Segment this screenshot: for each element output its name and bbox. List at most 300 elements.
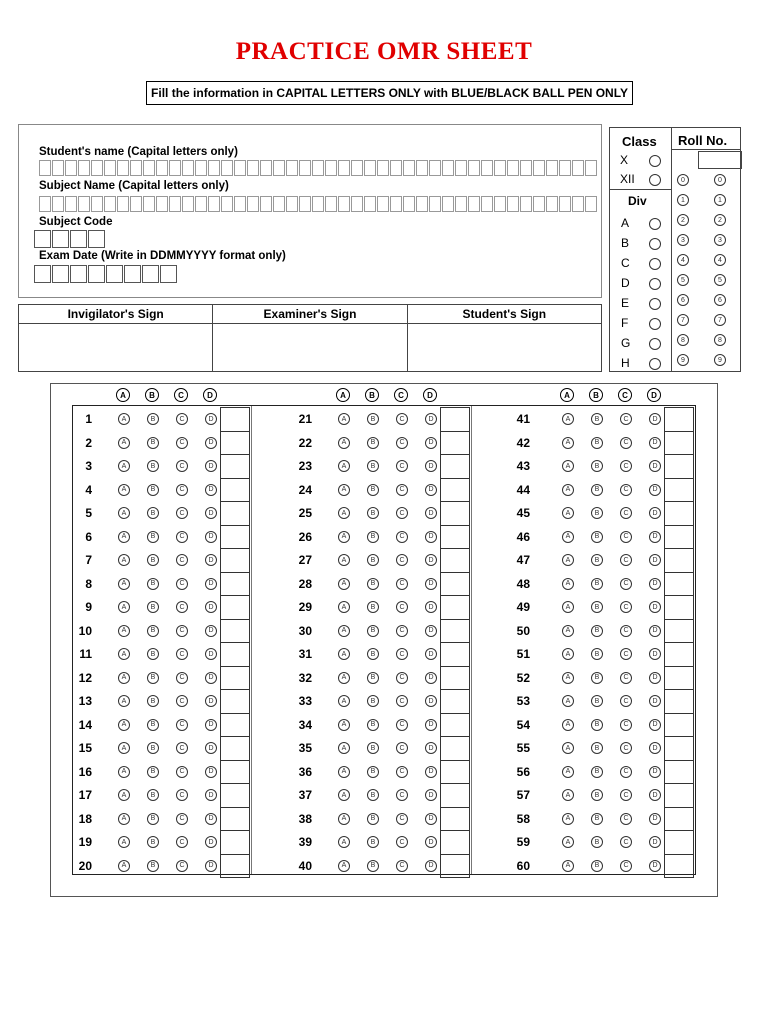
roll-digit-bubble-1[interactable]: 4	[677, 254, 689, 266]
entry-cell[interactable]	[88, 265, 105, 283]
answer-bubble[interactable]: D	[649, 578, 661, 590]
entry-cell[interactable]	[377, 160, 389, 176]
entry-cell[interactable]	[142, 265, 159, 283]
answer-bubble[interactable]: C	[396, 601, 408, 613]
answer-bubble[interactable]: D	[425, 719, 437, 731]
answer-write-box[interactable]	[440, 548, 470, 573]
answer-write-box[interactable]	[220, 595, 250, 620]
answer-bubble[interactable]: C	[176, 484, 188, 496]
answer-bubble[interactable]: C	[396, 554, 408, 566]
answer-bubble[interactable]: C	[176, 531, 188, 543]
answer-bubble[interactable]: C	[620, 507, 632, 519]
answer-bubble[interactable]: A	[338, 672, 350, 684]
answer-bubble[interactable]: C	[176, 789, 188, 801]
entry-cell[interactable]	[52, 196, 64, 212]
entry-cell[interactable]	[416, 196, 428, 212]
answer-bubble[interactable]: B	[591, 836, 603, 848]
answer-bubble[interactable]: A	[562, 484, 574, 496]
roll-digit-bubble-1[interactable]: 0	[677, 174, 689, 186]
entry-cell[interactable]	[481, 160, 493, 176]
answer-bubble[interactable]: A	[338, 554, 350, 566]
roll-digit-bubble-1[interactable]: 5	[677, 274, 689, 286]
answer-bubble[interactable]: B	[367, 719, 379, 731]
answer-bubble[interactable]: C	[620, 460, 632, 472]
answer-write-box[interactable]	[220, 407, 250, 432]
answer-write-box[interactable]	[664, 478, 694, 503]
entry-cell[interactable]	[312, 196, 324, 212]
answer-bubble[interactable]: C	[396, 672, 408, 684]
answer-bubble[interactable]: B	[591, 813, 603, 825]
entry-cell[interactable]	[130, 196, 142, 212]
entry-cell[interactable]	[52, 265, 69, 283]
answer-bubble[interactable]: C	[620, 766, 632, 778]
answer-write-box[interactable]	[440, 478, 470, 503]
answer-bubble[interactable]: D	[425, 789, 437, 801]
answer-bubble[interactable]: C	[620, 836, 632, 848]
answer-write-box[interactable]	[440, 689, 470, 714]
answer-bubble[interactable]: D	[205, 531, 217, 543]
answer-write-box[interactable]	[664, 595, 694, 620]
answer-bubble[interactable]: B	[367, 578, 379, 590]
roll-digit-bubble-1[interactable]: 6	[677, 294, 689, 306]
entry-cell[interactable]	[494, 196, 506, 212]
entry-cell[interactable]	[325, 160, 337, 176]
answer-bubble[interactable]: D	[649, 554, 661, 566]
answer-bubble[interactable]: A	[562, 507, 574, 519]
entry-cell[interactable]	[455, 196, 467, 212]
entry-cell[interactable]	[143, 196, 155, 212]
entry-cell[interactable]	[208, 196, 220, 212]
answer-bubble[interactable]: B	[367, 789, 379, 801]
answer-bubble[interactable]: D	[205, 507, 217, 519]
answer-bubble[interactable]: A	[338, 742, 350, 754]
entry-cell[interactable]	[572, 196, 584, 212]
answer-bubble[interactable]: B	[147, 766, 159, 778]
answer-bubble[interactable]: C	[396, 766, 408, 778]
entry-cell[interactable]	[325, 196, 337, 212]
entry-cell[interactable]	[70, 230, 87, 248]
answer-bubble[interactable]: D	[649, 672, 661, 684]
roll-digit-bubble-2[interactable]: 0	[714, 174, 726, 186]
answer-bubble[interactable]: A	[338, 789, 350, 801]
answer-bubble[interactable]: D	[649, 601, 661, 613]
answer-write-box[interactable]	[220, 689, 250, 714]
entry-cell[interactable]	[273, 160, 285, 176]
answer-write-box[interactable]	[440, 666, 470, 691]
class-option-bubble[interactable]	[649, 174, 661, 186]
entry-cell[interactable]	[442, 160, 454, 176]
answer-bubble[interactable]: A	[562, 836, 574, 848]
entry-cell[interactable]	[88, 230, 105, 248]
entry-cell[interactable]	[34, 230, 51, 248]
entry-cell[interactable]	[104, 196, 116, 212]
answer-bubble[interactable]: B	[147, 813, 159, 825]
answer-bubble[interactable]: D	[425, 601, 437, 613]
answer-bubble[interactable]: A	[338, 625, 350, 637]
answer-bubble[interactable]: C	[396, 507, 408, 519]
answer-bubble[interactable]: C	[176, 836, 188, 848]
roll-digit-bubble-2[interactable]: 9	[714, 354, 726, 366]
answer-bubble[interactable]: A	[562, 742, 574, 754]
answer-bubble[interactable]: C	[396, 813, 408, 825]
answer-bubble[interactable]: A	[562, 437, 574, 449]
answer-write-box[interactable]	[664, 407, 694, 432]
answer-write-box[interactable]	[220, 454, 250, 479]
answer-bubble[interactable]: A	[338, 460, 350, 472]
answer-write-box[interactable]	[664, 525, 694, 550]
entry-cell[interactable]	[494, 160, 506, 176]
answer-bubble[interactable]: B	[367, 695, 379, 707]
entry-cell[interactable]	[507, 160, 519, 176]
answer-write-box[interactable]	[664, 642, 694, 667]
answer-bubble[interactable]: B	[591, 601, 603, 613]
roll-digit-bubble-2[interactable]: 1	[714, 194, 726, 206]
answer-bubble[interactable]: B	[367, 413, 379, 425]
answer-bubble[interactable]: C	[396, 578, 408, 590]
entry-cell[interactable]	[390, 196, 402, 212]
answer-bubble[interactable]: B	[591, 695, 603, 707]
answer-bubble[interactable]: C	[620, 578, 632, 590]
answer-bubble[interactable]: C	[620, 672, 632, 684]
entry-cell[interactable]	[70, 265, 87, 283]
entry-cell[interactable]	[429, 160, 441, 176]
answer-write-box[interactable]	[664, 736, 694, 761]
answer-write-box[interactable]	[220, 525, 250, 550]
entry-cell[interactable]	[65, 160, 77, 176]
div-option-bubble[interactable]	[649, 218, 661, 230]
answer-bubble[interactable]: B	[147, 484, 159, 496]
answer-bubble[interactable]: D	[425, 554, 437, 566]
answer-bubble[interactable]: D	[649, 742, 661, 754]
entry-cell[interactable]	[143, 160, 155, 176]
answer-bubble[interactable]: C	[396, 625, 408, 637]
entry-cell[interactable]	[299, 160, 311, 176]
answer-bubble[interactable]: C	[176, 507, 188, 519]
answer-bubble[interactable]: D	[425, 742, 437, 754]
answer-write-box[interactable]	[440, 407, 470, 432]
roll-digit-bubble-1[interactable]: 8	[677, 334, 689, 346]
answer-bubble[interactable]: D	[425, 625, 437, 637]
answer-bubble[interactable]: D	[205, 742, 217, 754]
answer-bubble[interactable]: C	[620, 648, 632, 660]
entry-cell[interactable]	[481, 196, 493, 212]
answer-bubble[interactable]: B	[147, 672, 159, 684]
answer-write-box[interactable]	[440, 760, 470, 785]
answer-write-box[interactable]	[220, 548, 250, 573]
entry-cell[interactable]	[338, 160, 350, 176]
entry-cell[interactable]	[124, 265, 141, 283]
answer-bubble[interactable]: B	[367, 766, 379, 778]
roll-digit-bubble-2[interactable]: 2	[714, 214, 726, 226]
answer-bubble[interactable]: A	[338, 413, 350, 425]
answer-bubble[interactable]: D	[205, 601, 217, 613]
answer-bubble[interactable]: D	[425, 813, 437, 825]
answer-bubble[interactable]: C	[176, 554, 188, 566]
entry-cell[interactable]	[247, 196, 259, 212]
answer-bubble[interactable]: B	[147, 601, 159, 613]
answer-bubble[interactable]: A	[338, 766, 350, 778]
examiner-sign-cell[interactable]	[213, 305, 407, 371]
entry-cell[interactable]	[455, 160, 467, 176]
answer-write-box[interactable]	[220, 619, 250, 644]
entry-cell[interactable]	[273, 196, 285, 212]
entry-cell[interactable]	[364, 196, 376, 212]
answer-bubble[interactable]: A	[118, 484, 130, 496]
div-option-bubble[interactable]	[649, 358, 661, 370]
div-option-bubble[interactable]	[649, 278, 661, 290]
answer-bubble[interactable]: D	[425, 766, 437, 778]
answer-bubble[interactable]: A	[118, 860, 130, 872]
answer-bubble[interactable]: B	[367, 648, 379, 660]
entry-cell[interactable]	[156, 160, 168, 176]
answer-bubble[interactable]: B	[591, 766, 603, 778]
answer-bubble[interactable]: B	[147, 437, 159, 449]
entry-cell[interactable]	[52, 230, 69, 248]
answer-write-box[interactable]	[220, 713, 250, 738]
answer-bubble[interactable]: D	[205, 484, 217, 496]
answer-bubble[interactable]: C	[176, 766, 188, 778]
answer-bubble[interactable]: D	[205, 437, 217, 449]
answer-bubble[interactable]: B	[147, 789, 159, 801]
answer-bubble[interactable]: C	[620, 695, 632, 707]
answer-bubble[interactable]: B	[367, 484, 379, 496]
answer-write-box[interactable]	[664, 854, 694, 879]
entry-cell[interactable]	[533, 160, 545, 176]
answer-bubble[interactable]: B	[591, 437, 603, 449]
entry-cell[interactable]	[221, 160, 233, 176]
answer-bubble[interactable]: C	[620, 413, 632, 425]
answer-bubble[interactable]: B	[367, 507, 379, 519]
entry-cell[interactable]	[442, 196, 454, 212]
answer-bubble[interactable]: A	[338, 437, 350, 449]
answer-bubble[interactable]: C	[176, 578, 188, 590]
answer-bubble[interactable]: C	[176, 695, 188, 707]
answer-bubble[interactable]: C	[176, 648, 188, 660]
answer-bubble[interactable]: A	[338, 531, 350, 543]
entry-cell[interactable]	[351, 160, 363, 176]
exam-date-cells[interactable]	[34, 265, 178, 283]
entry-cell[interactable]	[221, 196, 233, 212]
answer-bubble[interactable]: A	[118, 507, 130, 519]
roll-digit-bubble-2[interactable]: 6	[714, 294, 726, 306]
answer-bubble[interactable]: A	[338, 719, 350, 731]
entry-cell[interactable]	[234, 160, 246, 176]
answer-bubble[interactable]: C	[176, 460, 188, 472]
answer-bubble[interactable]: B	[147, 413, 159, 425]
answer-bubble[interactable]: A	[338, 601, 350, 613]
answer-bubble[interactable]: A	[562, 695, 574, 707]
subject-code-cells[interactable]	[34, 230, 106, 248]
answer-bubble[interactable]: C	[176, 742, 188, 754]
answer-bubble[interactable]: C	[396, 531, 408, 543]
answer-bubble[interactable]: B	[147, 460, 159, 472]
invigilator-sign-cell[interactable]	[19, 305, 213, 371]
entry-cell[interactable]	[91, 160, 103, 176]
answer-bubble[interactable]: A	[118, 719, 130, 731]
answer-write-box[interactable]	[440, 501, 470, 526]
answer-write-box[interactable]	[220, 736, 250, 761]
answer-bubble[interactable]: A	[562, 648, 574, 660]
answer-bubble[interactable]: B	[147, 554, 159, 566]
answer-bubble[interactable]: D	[649, 719, 661, 731]
answer-write-box[interactable]	[220, 666, 250, 691]
answer-bubble[interactable]: C	[620, 813, 632, 825]
entry-cell[interactable]	[286, 160, 298, 176]
entry-cell[interactable]	[169, 196, 181, 212]
answer-bubble[interactable]: B	[591, 860, 603, 872]
answer-write-box[interactable]	[220, 830, 250, 855]
answer-bubble[interactable]: B	[591, 507, 603, 519]
answer-bubble[interactable]: B	[591, 531, 603, 543]
entry-cell[interactable]	[520, 160, 532, 176]
answer-write-box[interactable]	[220, 760, 250, 785]
answer-bubble[interactable]: B	[591, 413, 603, 425]
div-option-bubble[interactable]	[649, 258, 661, 270]
answer-bubble[interactable]: B	[591, 719, 603, 731]
answer-bubble[interactable]: B	[367, 672, 379, 684]
answer-bubble[interactable]: B	[591, 672, 603, 684]
answer-write-box[interactable]	[664, 501, 694, 526]
answer-write-box[interactable]	[664, 572, 694, 597]
entry-cell[interactable]	[78, 196, 90, 212]
answer-bubble[interactable]: D	[649, 460, 661, 472]
entry-cell[interactable]	[286, 196, 298, 212]
answer-write-box[interactable]	[664, 548, 694, 573]
answer-write-box[interactable]	[220, 501, 250, 526]
answer-bubble[interactable]: C	[396, 413, 408, 425]
answer-bubble[interactable]: A	[338, 836, 350, 848]
answer-bubble[interactable]: B	[147, 836, 159, 848]
answer-write-box[interactable]	[440, 572, 470, 597]
answer-bubble[interactable]: D	[205, 719, 217, 731]
entry-cell[interactable]	[572, 160, 584, 176]
answer-bubble[interactable]: D	[205, 836, 217, 848]
entry-cell[interactable]	[195, 160, 207, 176]
answer-bubble[interactable]: C	[396, 719, 408, 731]
answer-bubble[interactable]: A	[118, 531, 130, 543]
answer-bubble[interactable]: D	[205, 766, 217, 778]
answer-bubble[interactable]: D	[649, 484, 661, 496]
answer-bubble[interactable]: B	[591, 578, 603, 590]
answer-bubble[interactable]: A	[338, 484, 350, 496]
answer-write-box[interactable]	[220, 854, 250, 879]
answer-bubble[interactable]: A	[118, 413, 130, 425]
entry-cell[interactable]	[416, 160, 428, 176]
answer-bubble[interactable]: D	[425, 460, 437, 472]
entry-cell[interactable]	[34, 265, 51, 283]
answer-bubble[interactable]: A	[562, 789, 574, 801]
answer-bubble[interactable]: D	[425, 437, 437, 449]
answer-bubble[interactable]: D	[649, 507, 661, 519]
answer-bubble[interactable]: A	[118, 766, 130, 778]
answer-bubble[interactable]: D	[425, 507, 437, 519]
entry-cell[interactable]	[351, 196, 363, 212]
answer-write-box[interactable]	[440, 783, 470, 808]
answer-bubble[interactable]: C	[620, 554, 632, 566]
roll-digit-bubble-1[interactable]: 1	[677, 194, 689, 206]
answer-bubble[interactable]: D	[649, 531, 661, 543]
answer-bubble[interactable]: A	[562, 813, 574, 825]
entry-cell[interactable]	[468, 196, 480, 212]
answer-bubble[interactable]: D	[649, 789, 661, 801]
answer-bubble[interactable]: C	[620, 531, 632, 543]
entry-cell[interactable]	[299, 196, 311, 212]
entry-cell[interactable]	[260, 160, 272, 176]
answer-bubble[interactable]: D	[205, 695, 217, 707]
roll-entry-box-2[interactable]	[698, 151, 742, 169]
answer-bubble[interactable]: C	[396, 742, 408, 754]
answer-bubble[interactable]: C	[176, 413, 188, 425]
answer-bubble[interactable]: C	[176, 719, 188, 731]
answer-bubble[interactable]: D	[425, 648, 437, 660]
answer-bubble[interactable]: D	[425, 531, 437, 543]
answer-write-box[interactable]	[664, 666, 694, 691]
entry-cell[interactable]	[234, 196, 246, 212]
answer-bubble[interactable]: A	[118, 648, 130, 660]
entry-cell[interactable]	[39, 196, 51, 212]
answer-write-box[interactable]	[220, 807, 250, 832]
student-sign-cell[interactable]	[408, 305, 601, 371]
answer-bubble[interactable]: A	[338, 507, 350, 519]
answer-bubble[interactable]: A	[338, 648, 350, 660]
answer-write-box[interactable]	[440, 454, 470, 479]
answer-write-box[interactable]	[664, 760, 694, 785]
answer-bubble[interactable]: B	[591, 789, 603, 801]
answer-bubble[interactable]: A	[562, 531, 574, 543]
answer-bubble[interactable]: D	[649, 625, 661, 637]
answer-bubble[interactable]: D	[205, 413, 217, 425]
answer-bubble[interactable]: D	[425, 695, 437, 707]
answer-bubble[interactable]: D	[425, 672, 437, 684]
answer-bubble[interactable]: D	[425, 413, 437, 425]
answer-write-box[interactable]	[220, 642, 250, 667]
answer-bubble[interactable]: A	[562, 460, 574, 472]
roll-digit-bubble-2[interactable]: 4	[714, 254, 726, 266]
answer-bubble[interactable]: A	[118, 554, 130, 566]
answer-bubble[interactable]: C	[176, 860, 188, 872]
answer-bubble[interactable]: D	[205, 625, 217, 637]
answer-bubble[interactable]: A	[562, 413, 574, 425]
answer-bubble[interactable]: C	[620, 789, 632, 801]
answer-write-box[interactable]	[664, 454, 694, 479]
entry-cell[interactable]	[182, 160, 194, 176]
entry-cell[interactable]	[364, 160, 376, 176]
answer-write-box[interactable]	[664, 713, 694, 738]
roll-digit-bubble-1[interactable]: 9	[677, 354, 689, 366]
answer-bubble[interactable]: A	[118, 601, 130, 613]
student-name-cells[interactable]	[39, 160, 598, 176]
entry-cell[interactable]	[208, 160, 220, 176]
answer-bubble[interactable]: A	[118, 836, 130, 848]
answer-bubble[interactable]: A	[118, 460, 130, 472]
answer-write-box[interactable]	[220, 783, 250, 808]
answer-bubble[interactable]: C	[620, 860, 632, 872]
answer-bubble[interactable]: C	[176, 437, 188, 449]
answer-write-box[interactable]	[440, 431, 470, 456]
answer-bubble[interactable]: A	[118, 578, 130, 590]
roll-digit-bubble-1[interactable]: 7	[677, 314, 689, 326]
roll-digit-bubble-2[interactable]: 5	[714, 274, 726, 286]
entry-cell[interactable]	[507, 196, 519, 212]
entry-cell[interactable]	[377, 196, 389, 212]
entry-cell[interactable]	[585, 160, 597, 176]
answer-write-box[interactable]	[440, 642, 470, 667]
answer-bubble[interactable]: B	[591, 554, 603, 566]
answer-write-box[interactable]	[440, 854, 470, 879]
answer-bubble[interactable]: C	[176, 601, 188, 613]
answer-bubble[interactable]: C	[176, 672, 188, 684]
div-option-bubble[interactable]	[649, 318, 661, 330]
